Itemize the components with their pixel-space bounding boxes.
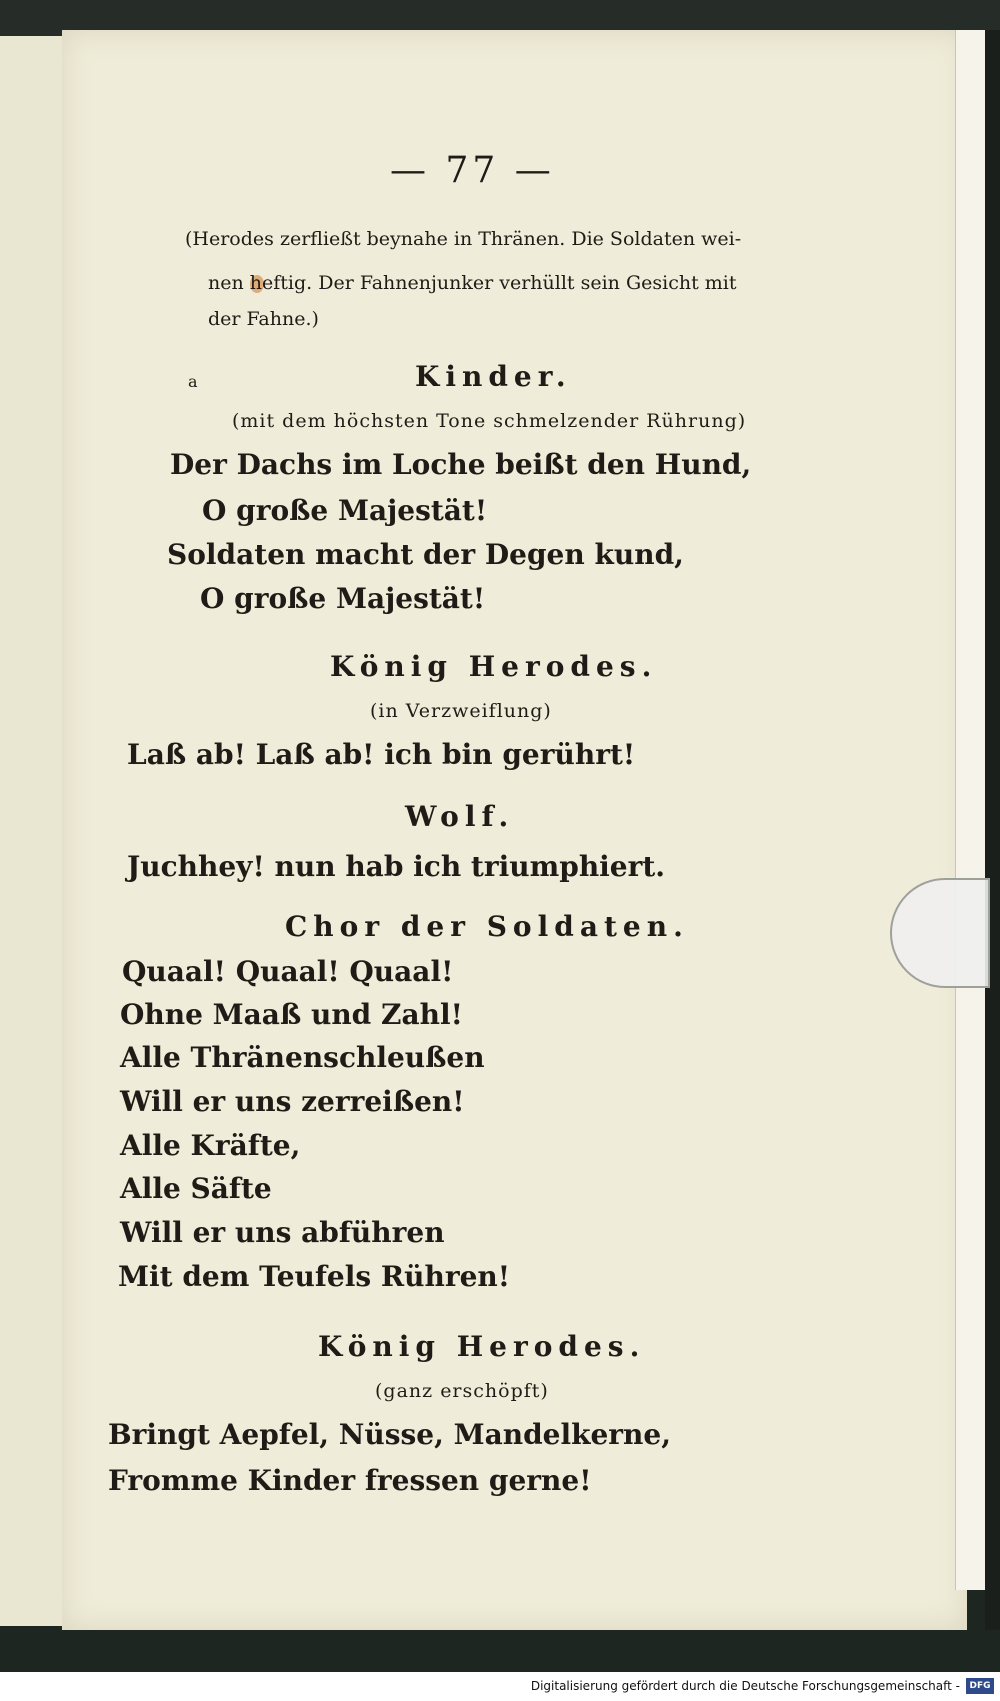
verse-line: Alle Thränenschleußen bbox=[120, 1041, 485, 1074]
verse-line: Alle Kräfte, bbox=[120, 1129, 301, 1162]
verse-line: Soldaten macht der Degen kund, bbox=[167, 538, 684, 571]
footer-credit: Digitalisierung gefördert durch die Deutsche Forschungsgemeinschaft - bbox=[530, 1679, 960, 1693]
digitization-footer bbox=[0, 1672, 1000, 1701]
speaker-name: Wolf. bbox=[405, 800, 515, 833]
speaker-name: Kinder. bbox=[415, 360, 572, 393]
verse-line: Der Dachs im Loche beißt den Hund, bbox=[170, 448, 752, 481]
margin-mark: a bbox=[188, 372, 198, 391]
speaker-name: König Herodes. bbox=[318, 1330, 646, 1363]
stage-direction-line: (Herodes zerfließt beynahe in Thränen. Die Soldaten wei- bbox=[185, 228, 742, 250]
stage-direction: (ganz erschöpft) bbox=[375, 1380, 549, 1402]
verse-line: Quaal! Quaal! Quaal! bbox=[122, 955, 454, 988]
verse-line: O große Majestät! bbox=[200, 582, 486, 615]
speaker-name: König Herodes. bbox=[330, 650, 658, 683]
speaker-name: Chor der Soldaten. bbox=[285, 910, 689, 943]
verse-line: Fromme Kinder fressen gerne! bbox=[108, 1464, 592, 1497]
previous-page-edge bbox=[0, 36, 64, 1626]
verse-line: Will er uns zerreißen! bbox=[120, 1085, 465, 1118]
page-clip bbox=[890, 878, 990, 988]
verse-line: Alle Säfte bbox=[120, 1172, 272, 1205]
stage-direction: (in Verzweiflung) bbox=[370, 700, 552, 722]
verse-line: Juchhey! nun hab ich triumphiert. bbox=[127, 850, 666, 883]
verse-line: Will er uns abführen bbox=[120, 1216, 445, 1249]
stage-direction-line: nen heftig. Der Fahnenjunker verhüllt sein Gesicht mit bbox=[208, 272, 737, 294]
verse-line: Mit dem Teufels Rühren! bbox=[118, 1260, 511, 1293]
page-number: — 77 — bbox=[390, 150, 555, 191]
verse-line: Bringt Aepfel, Nüsse, Mandelkerne, bbox=[108, 1418, 671, 1451]
page-stack-edge bbox=[955, 30, 986, 1590]
verse-line: O große Majestät! bbox=[202, 494, 488, 527]
scan-background-right bbox=[985, 30, 1000, 1630]
dfg-logo: DFG bbox=[966, 1678, 994, 1694]
stage-direction-line: der Fahne.) bbox=[208, 308, 319, 330]
verse-line: Laß ab! Laß ab! ich bin gerührt! bbox=[127, 738, 636, 771]
stage-direction: (mit dem höchsten Tone schmelzender Rührung) bbox=[232, 410, 747, 432]
verse-line: Ohne Maaß und Zahl! bbox=[120, 998, 463, 1031]
